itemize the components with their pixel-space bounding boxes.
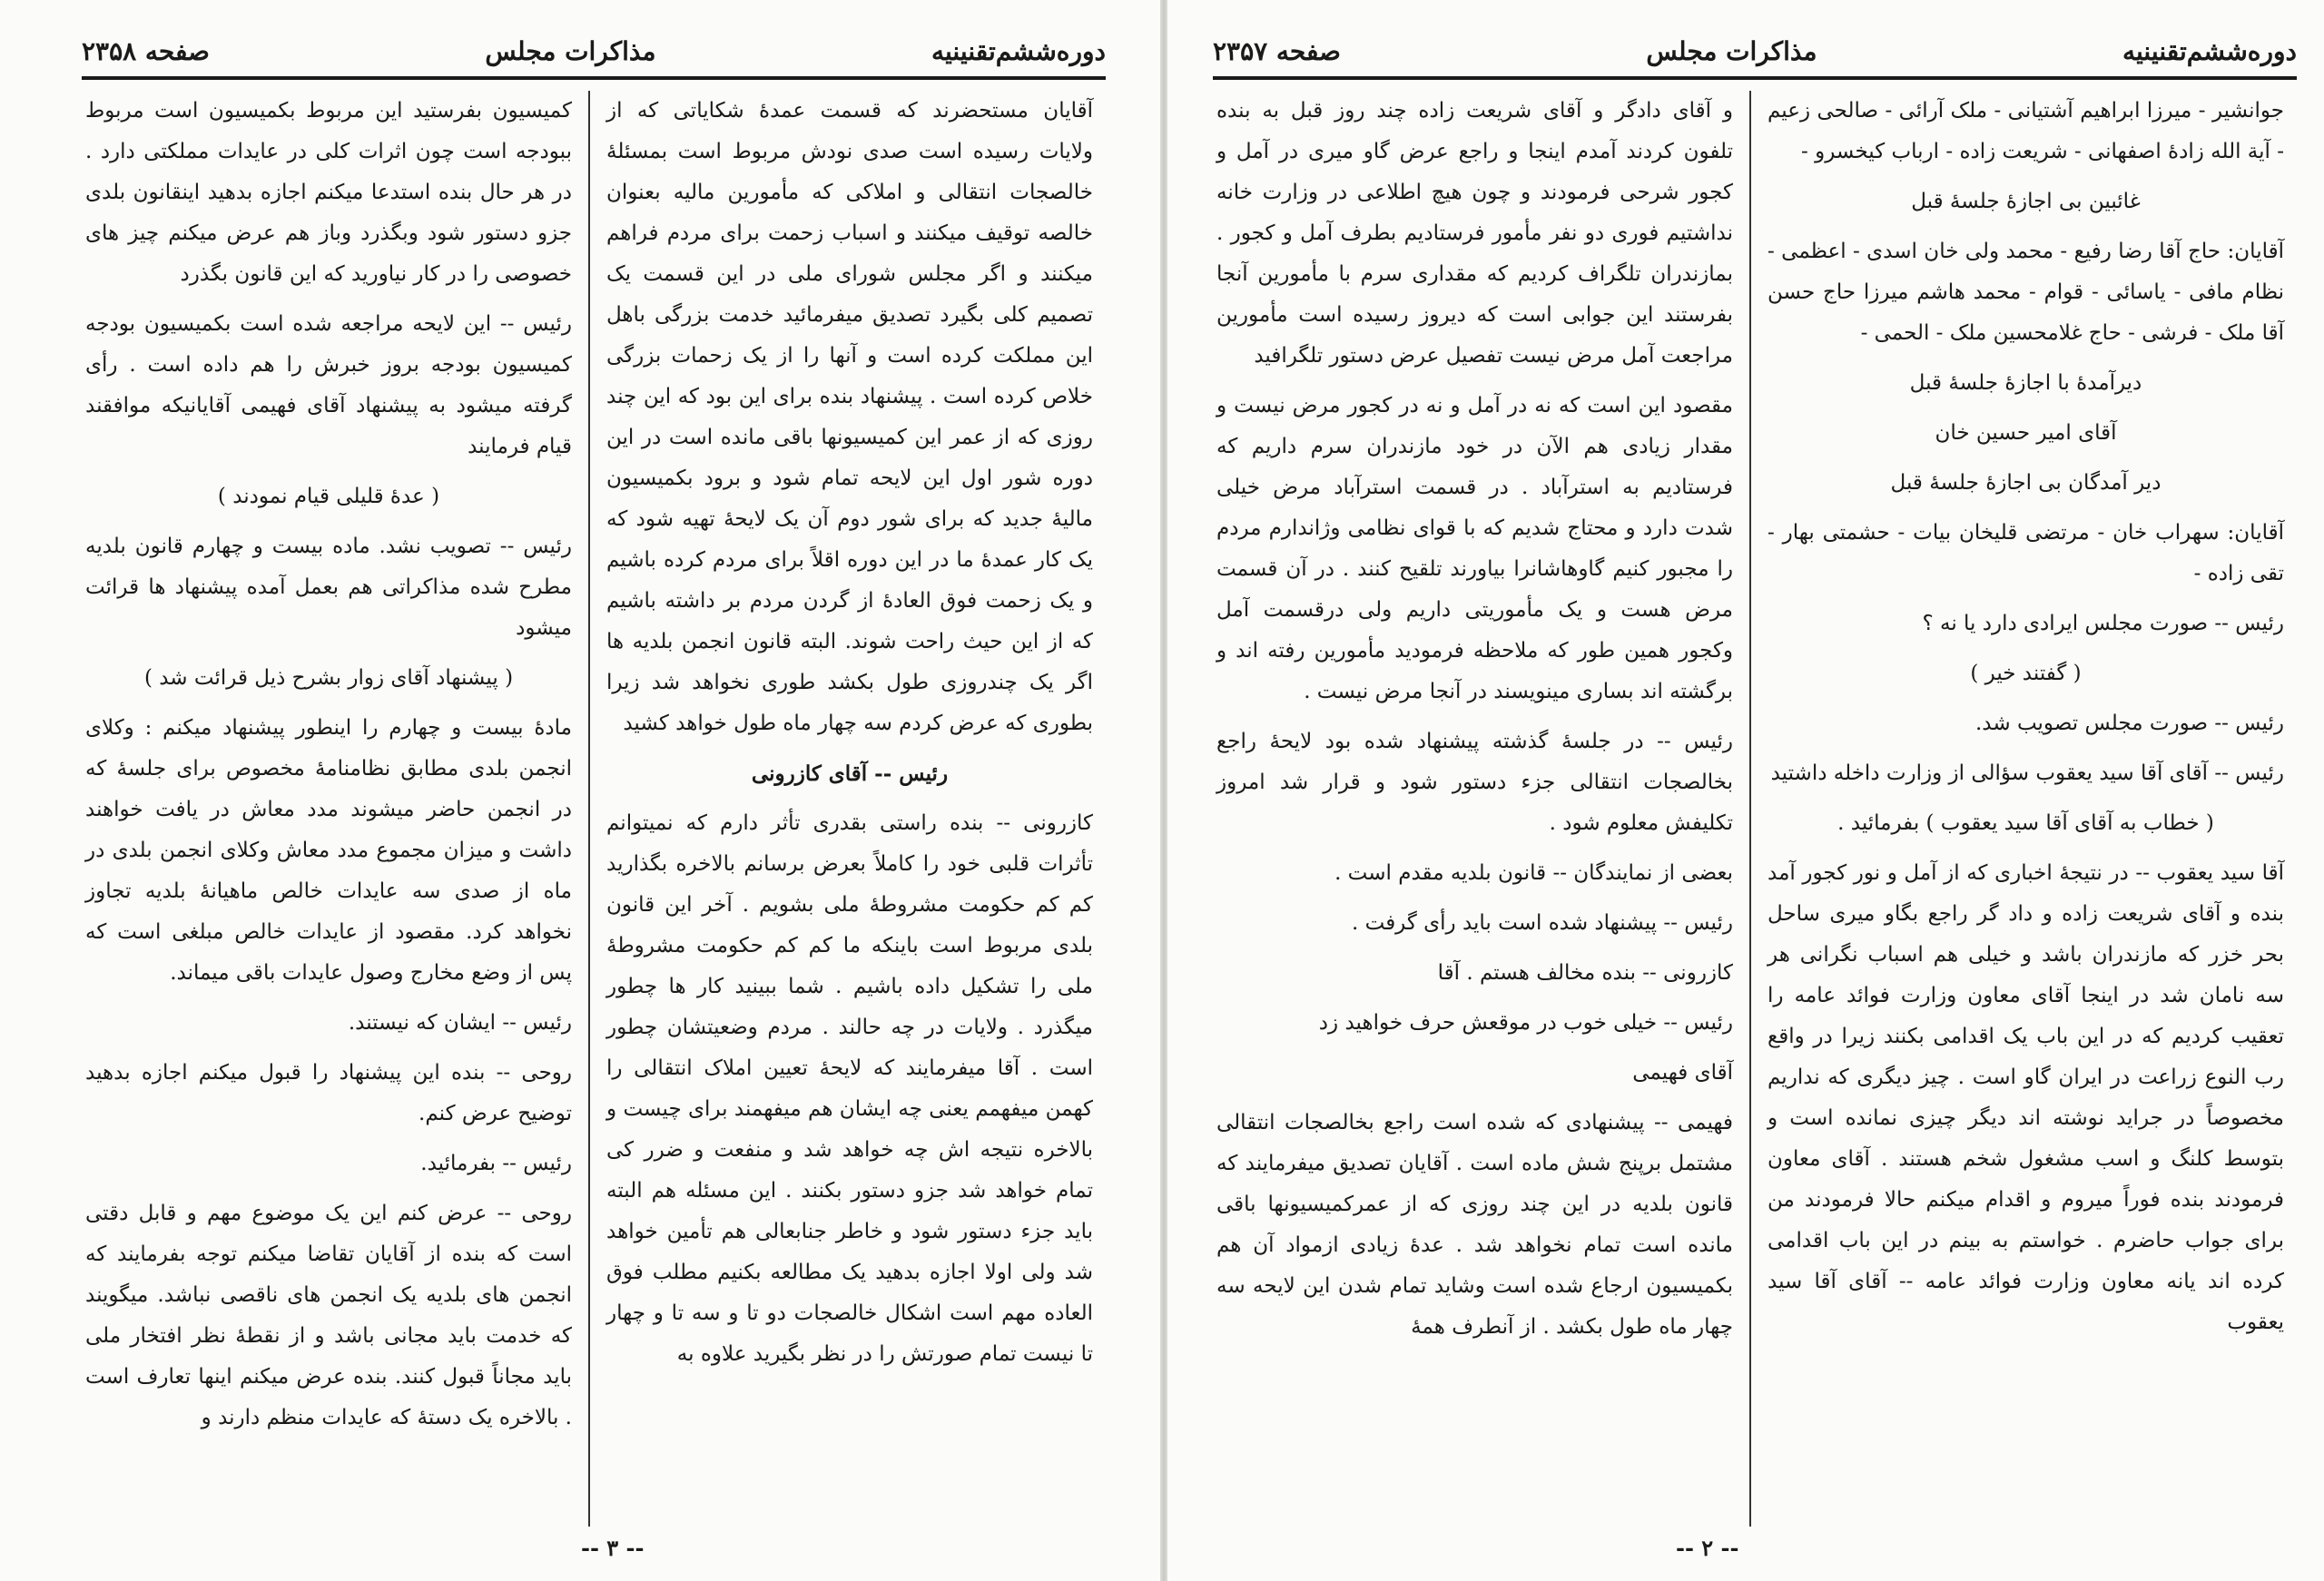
paragraph: رئیس -- تصویب نشد. ماده بیست و چهارم قانون بلدیه مطرح شده مذاکراتی هم بعمل آمده پیشنهاد ها قرائت میشود <box>85 535 572 640</box>
section-heading: غائبین بی اجازهٔ جلسهٔ قبل <box>1911 190 2141 213</box>
book-gutter <box>1160 0 1167 1581</box>
paragraph: آقایان مستحضرند که قسمت عمدهٔ شکایاتی که از ولایات رسیده است صدی نودش مربوط است بمسئلهٔ خالصجات انتقالی و املاکی که مأمورین مالیه بعنوان خالصه توقیف میکنند و اسباب زحمت برای مردم فراهم میکنند و اگر مجلس شورای ملی در این قسمت یک تصمیم کلی بگیرد تصدیق میفرمائید خدمت بزرگی باهل این مملکت کرده است و آنها را از یک زحمات بزرگی خلاص کرده است . پیشنهاد بنده برای این بود که این چند روزی که از عمر این کمیسیونها باقی مانده است در این دوره شور اول این لایحه تمام شود و برود بکمیسیون مالیهٔ جدید که برای شور دوم آن یک لایحهٔ تهیه شود که یک کار عمدهٔ ما در این دوره اقلاً برای مردم کرده باشیم و یک زحمت فوق العادهٔ از گردن مردم بر داشته باشیم که از این حیث راحت شوند. البته قانون انجمن بلدیه ها اگر یک چندروزی طول بکشد طوری نخواهد شد زیرا بطوری که عرض کردم سه چهار ماه طول خواهد کشید <box>606 99 1093 735</box>
page-number: -- ۲ -- <box>1676 1535 1739 1561</box>
stage-note: ( پیشنهاد آقای زوار بشرح ذیل قرائت شد ) <box>143 666 514 690</box>
header-page-label: صفحه ۲۳۵۸ <box>82 35 210 66</box>
header-rule <box>1213 76 2297 80</box>
paragraph: رئیس -- صورت مجلس تصویب شد. <box>1974 712 2284 735</box>
section-heading: دیر آمدگان بی اجازهٔ جلسهٔ قبل <box>1890 471 2162 495</box>
paragraph: رئیس -- خیلی خوب در موقعش حرف خواهید زد <box>1318 1011 1733 1035</box>
text-columns <box>1204 91 2297 1527</box>
header-term: دوره‌ششم‌تقنینیه <box>2122 35 2297 66</box>
paragraph: روحی -- عرض کنم این یک موضوع مهم و قابل دقتی است که بنده از آقایان تقاضا میکنم توجه بفرمایند که انجمن های بلدیه یک انجمن های ناقصی نباشد. میگویند که خدمت باید مجانی باشد و از نقطهٔ نظر افتخار ملی باید مجاناً قبول کنند. بنده عرض میکنم اینها تعارف است . بالاخره یک دستهٔ که عایدات منظم دارند و <box>85 1202 572 1429</box>
speaker-heading: آقای فهیمی <box>1632 1061 1733 1085</box>
paragraph: مقصود این است که نه در آمل و نه در کجور مرض نیست و مقدار زیادی هم الآن در خود مازندران سرم داریم که فرستادیم به استرآباد . در قسمت استرآباد مرض خیلی شدت دارد و محتاج شدیم که با قوای نظامی وژاندارم مردم را مجبور کنیم گاوهاشانرا بیاورند تلقیح کنند . در آن قسمت مرض هست و یک مأموریتی داریم ولی درقسمت آمل وکجور همین طور که ملاحظه فرمودید مأمورین رفته اند و برگشته اند بساری مینویسند در آنجا مرض نیست . <box>1216 394 1733 703</box>
left-page <box>0 0 1160 1581</box>
speaker-heading: رئیس -- آقای کازرونی <box>751 761 949 786</box>
paragraph: آقایان: حاج آقا رضا رفیع - محمد ولی خان اسدی - اعظمی - نظام مافی - یاسائی - قوام - محمد هاشم میرزا حاج حسن آقا ملک - فرشی - حاج غلامحسین ملک - الحمی - <box>1768 240 2284 345</box>
paragraph: رئیس -- ایشان که نیستند. <box>348 1011 572 1035</box>
paragraph: کمیسیون بفرستید این مربوط بکمیسیون است مربوط ببودجه است چون اثرات کلی در عایدات مملکتی دارد . در هر حال بنده استدعا میکنم اجازه بدهید اینقانون بلدی جزو دستور شود وبگذرد وباز هم عرض میکنم چیز های خصوصی را در کار نیاورید که این قانون بگذرد <box>85 99 572 286</box>
page-number: -- ۳ -- <box>581 1535 645 1561</box>
column-right <box>594 91 1106 1527</box>
paragraph: بعضی از نمایندگان -- قانون بلدیه مقدم است . <box>1334 861 1733 885</box>
header-title: مذاکرات مجلس <box>1646 35 1817 66</box>
text-columns <box>73 91 1106 1527</box>
header-page-label: صفحه ۲۳۵۷ <box>1213 35 1341 66</box>
paragraph: فهیمی -- پیشنهادی که شده است راجع بخالصجات انتقالی مشتمل برپنج شش ماده است . آقایان تصدیق میفرمایند که قانون بلدیه در این چند روزی که از عمرکمیسیونها باقی مانده است تمام نخواهد شد . عدهٔ زیادی ازمواد آن هم بکمیسیون ارجاع شده است وشاید تمام شدن این لایحه سه چهار ماه طول بکشد . از آنطرف همهٔ <box>1216 1111 1733 1339</box>
stage-note: ( عدهٔ قلیلی قیام نمودند ) <box>217 485 440 508</box>
right-page <box>1167 0 2324 1581</box>
paragraph: رئیس -- بفرمائید. <box>420 1152 572 1175</box>
paragraph: کازرونی -- بنده مخالف هستم . آقا <box>1437 961 1733 985</box>
page-header <box>1213 27 2297 74</box>
header-title: مذاکرات مجلس <box>485 35 656 66</box>
paragraph: کازرونی -- بنده راستی بقدری تأثر دارم که نمیتوانم تأثرات قلبی خود را کاملاً بعرض برسانم بالاخره بگذارید کم کم حکومت مشروطهٔ ملی بشویم . آخر این قانون بلدی مربوط است باینکه ما کم کم حکومت مشروطهٔ ملی را تشکیل داده باشیم . شما ببینید کار ها چطور میگذرد . ولایات در چه حالند . مردم وضعیتشان چطور است . آقا میفرمایند که لایحهٔ تعیین املاک انتقالی را کهمن میفهمم یعنی چه ایشان هم میفهمند برای چیست و بالاخره نتیجه اش چه خواهد شد و منفعت و ضرر کی تمام خواهد شد جزو دستور بکنند . این مسئله هم البته باید جزء دستور شود و خاطر جنابعالی هم تأمین خواهد شد ولی اولا اجازه بدهید یک مطالعه بکنیم مطلب فوق العاده مهم است اشکال خالصجات دو تا و سه تا و چهار تا نیست تمام صورتش را در نظر بگیرید علاوه به <box>606 811 1093 1366</box>
paragraph: آقایان: سهراب خان - مرتضی قلیخان بیات - حشمتی بهار - تقی زاده - <box>1768 521 2284 585</box>
stage-note: ( خطاب به آقای آقا سید یعقوب ) بفرمائید . <box>1837 811 2214 835</box>
paragraph: آقا سید یعقوب -- در نتیجهٔ اخباری که از آمل و نور کجور آمد بنده و آقای شریعت زاده و داد گر راجع بگاو میری ساحل بحر خزر که مازندران باشد و خیلی هم اسباب نگرانی هر سه نامان شد در اینجا آقای معاون وزارت فوائد عامه را تعقیب کردیم که در این باب یک اقدامی بکنند زیرا در واقع رب النوع زراعت در ایران گاو است . چیز دیگری که نداریم مخصوصاً در جراید نوشته اند دیگر چیزی نمانده است و بتوسط کلنگ و اسب مشغول شخم هستند . آقای معاون فرمودند بنده فوراً میروم و اقدام میکنم حالا فرمودند من برای جواب حاضرم . خواستم به بینم در این باب اقدامی کرده اند یانه معاون وزارت فوائد عامه -- آقای آقا سید یعقوب <box>1768 861 2284 1334</box>
header-rule <box>82 76 1106 80</box>
paragraph: مادهٔ بیست و چهارم را اینطور پیشنهاد میکنم : وکلای انجمن بلدی مطابق نظامنامهٔ مخصوص برای جلسهٔ که در انجمن حاضر میشوند مدد معاش در یافت خواهند داشت و میزان مجموع مدد معاش وکلای انجمن بلدی در ماه از صدی سه عایدات خالص ماهیانهٔ بلدیه تجاوز نخواهد کرد. مقصود از عایدات خالص مبلغی است که پس از وضع مخارج وصول عایدات باقی میماند. <box>85 716 572 985</box>
column-right <box>1755 91 2297 1527</box>
paragraph: جوانشیر - میرزا ابراهیم آشتیانی - ملک آرائی - صالحی زعیم - آیة الله زادهٔ اصفهانی - شریعت زاده - ارباب کیخسرو - <box>1768 99 2284 163</box>
header-term: دوره‌ششم‌تقنینیه <box>931 35 1106 66</box>
column-divider <box>1749 91 1751 1527</box>
paragraph: رئیس -- پیشنهاد شده است باید رأی گرفت . <box>1351 911 1733 935</box>
paragraph: رئیس -- آقای آقا سید یعقوب سؤالی از وزارت داخله داشتید <box>1770 761 2284 785</box>
paragraph: آقای امیر حسین خان <box>1935 421 2117 445</box>
page-header <box>82 27 1106 74</box>
paragraph: روحی -- بنده این پیشنهاد را قبول میکنم اجازه بدهید توضیح عرض کنم. <box>85 1061 572 1125</box>
paragraph: رئیس -- در جلسهٔ گذشته پیشنهاد شده بود لایحهٔ راجع بخالصجات انتقالی جزء دستور شود و قرار شد امروز تکلیفش معلوم شود . <box>1216 730 1733 835</box>
paragraph: و آقای دادگر و آقای شریعت زاده چند روز قبل به بنده تلفون کردند آمدم اینجا و راجع عرض گاو میری در آمل و کجور شرحی فرمودند و چون هیچ اطلاعی در وزارت خانه نداشتیم فوری دو نفر مأمور فرستادیم بطرف آمل و کجور . بمازندران تلگراف کردیم که مقداری سرم با مأمورین آنجا بفرستند این جوابی است که دیروز رسیده است مأمورین مراجعت آمل مرض نیست تفصیل عرض دستور تلگرافید <box>1216 99 1733 368</box>
column-divider <box>588 91 590 1527</box>
paragraph: رئیس -- صورت مجلس ایرادی دارد یا نه ؟ <box>1922 612 2284 635</box>
stage-note: ( گفتند خیر ) <box>1970 662 2082 685</box>
paragraph: رئیس -- این لایحه مراجعه شده است بکمیسیون بودجه کمیسیون بودجه بروز خبرش را هم داده است . رأی گرفته میشود به پیشنهاد آقای فهیمی آقایانیکه موافقند قیام فرمایند <box>85 312 572 458</box>
column-left <box>1204 91 1746 1527</box>
section-heading: دیرآمدهٔ با اجازهٔ جلسهٔ قبل <box>1909 371 2142 395</box>
column-left <box>73 91 585 1527</box>
